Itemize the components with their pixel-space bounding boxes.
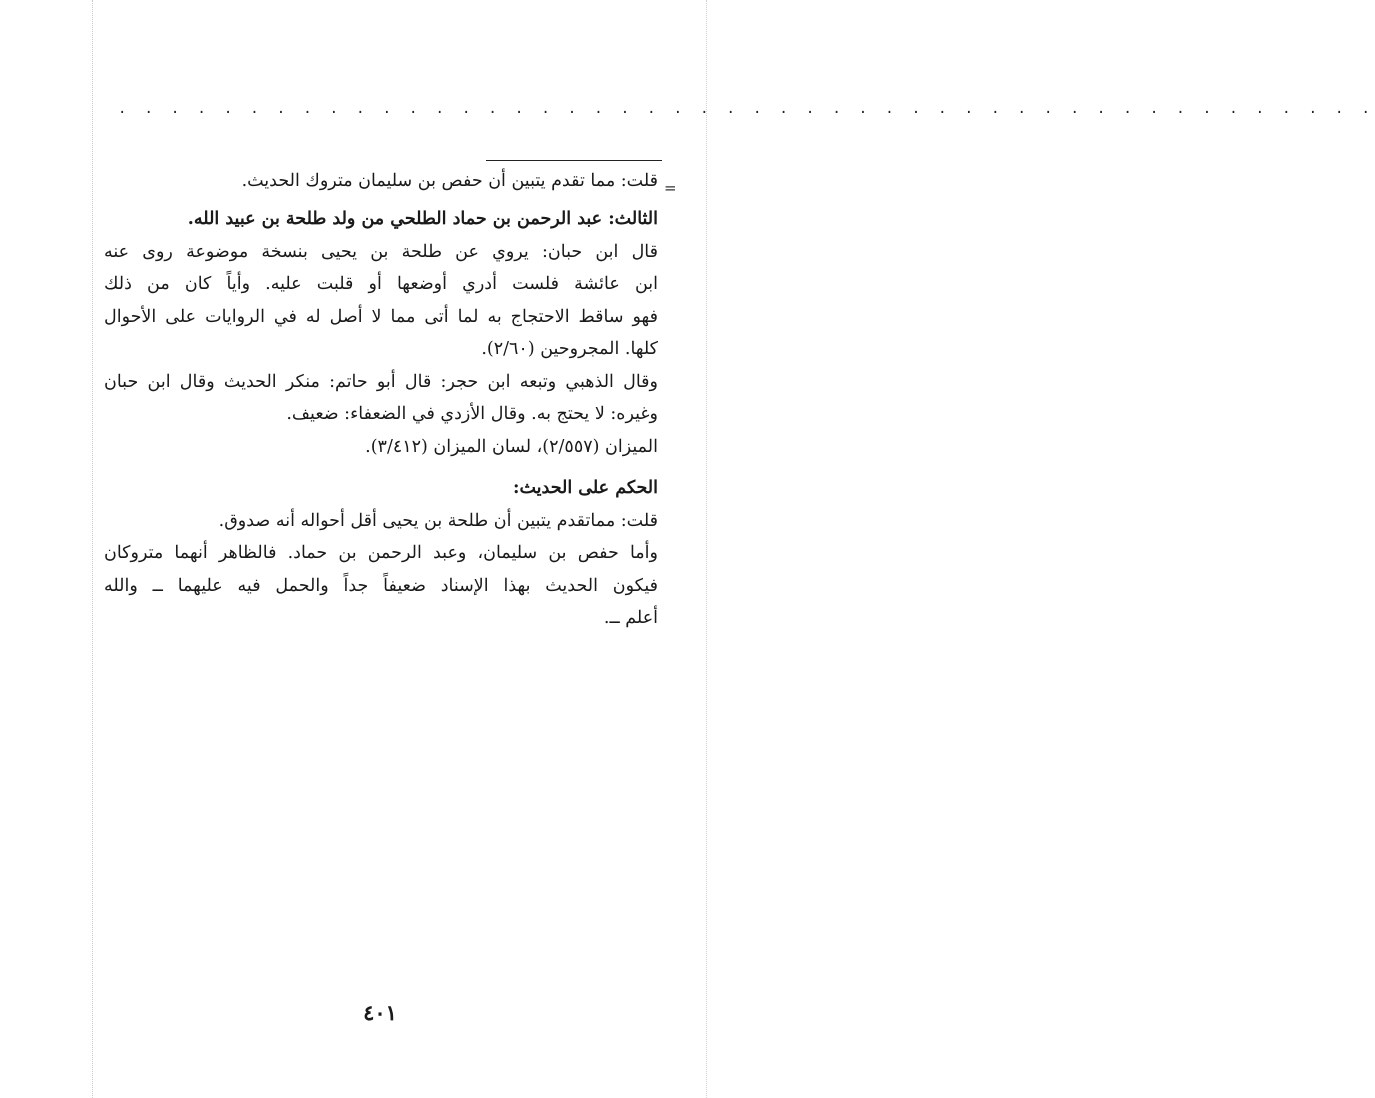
- text-line: فيكون الحديث بهذا الإسناد ضعيفاً جداً والحمل فيه عليهما ــ والله: [104, 575, 658, 596]
- text-line: وأما حفص بن سليمان، وعبد الرحمن بن حماد. فالظاهر أنهما متروكان: [104, 543, 658, 563]
- text-line: قلت: مما تقدم يتبين أن حفص بن سليمان متروك الحديث.: [241, 171, 658, 191]
- text-line: وقال الذهبي وتبعه ابن حجر: قال أبو حاتم: منكر الحديث وقال ابن حبان: [104, 371, 658, 392]
- page-number: ٤٠١: [363, 1000, 397, 1025]
- narrator-three-section: [104, 203, 658, 463]
- hadith-ruling-section: [104, 472, 658, 635]
- text-line: الميزان (٢/٥٥٧)، لسان الميزان (٣/٤١٢).: [365, 436, 658, 457]
- text-line: فهو ساقط الاحتجاج به لما أتى مما لا أصل له في الروايات على الأحوال: [104, 306, 658, 327]
- scan-edge-left: [92, 0, 93, 1098]
- margin-equals-mark: =: [664, 179, 677, 197]
- narrator-heading: الثالث: عبد الرحمن بن حماد الطلحي من ولد طلحة بن عبيد الله.: [187, 209, 658, 229]
- text-line: وغيره: لا يحتج به. وقال الأزدي في الضعفاء: ضعيف.: [286, 404, 658, 424]
- text-line: قلت: مماتقدم يتبين أن طلحة بن يحيى أقل أحواله أنه صدوق.: [218, 510, 658, 531]
- text-line: أعلم ــ.: [603, 608, 658, 628]
- conclusion-hafs: [104, 165, 658, 198]
- text-line: ابن عائشة فلست أدري أوضعها أو قلبت عليه. وأياً كان من ذلك: [104, 274, 658, 294]
- footnote-rule: [486, 160, 662, 161]
- text-line: قال ابن حبان: يروي عن طلحة بن يحيى بنسخة موضوعة روى عنه: [104, 241, 658, 262]
- dotted-separator: . . . . . . . . . . . . . . . . . . . . . . . . . . . . . . . . . . . . . . . . . . . . . . . .: [118, 101, 1375, 117]
- text-line: كلها. المجروحين (٢/٦٠).: [481, 339, 658, 359]
- ruling-heading: الحكم على الحديث:: [513, 478, 658, 498]
- scan-edge-right: [706, 0, 707, 1098]
